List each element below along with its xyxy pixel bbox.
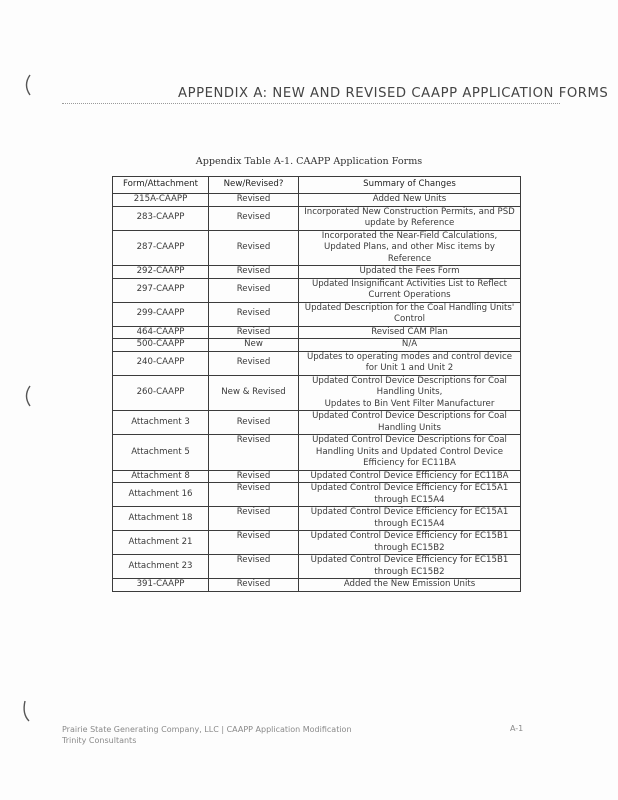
table-row <box>113 579 521 592</box>
summary-line: Reference <box>387 253 432 264</box>
summary-line: Added New Units <box>372 194 447 204</box>
cell-status: Revised <box>209 411 299 435</box>
cell-status: Revised <box>209 302 299 326</box>
cell-form: 299-CAAPP <box>113 302 209 326</box>
cell-summary <box>299 351 521 375</box>
table-row <box>113 339 521 352</box>
summary-line: through EC15B2 <box>374 542 445 553</box>
summary-line: N/A <box>401 339 418 349</box>
summary-line: Updates to Bin Vent Filter Manufacturer <box>324 398 495 409</box>
summary-line: through EC15B2 <box>374 566 445 577</box>
summary-line: Incorporated New Construction Permits, and PSD <box>304 206 515 217</box>
cell-status: Revised <box>209 230 299 266</box>
binder-hole-mark-top <box>22 74 32 96</box>
cell-form: 391-CAAPP <box>113 579 209 592</box>
table-header-row <box>113 177 521 194</box>
footer-company-line: Prairie State Generating Company, LLC | CAAPP Application Modification <box>62 725 352 734</box>
cell-form: 260-CAAPP <box>113 375 209 411</box>
table-body <box>113 194 521 592</box>
cell-summary <box>299 194 521 207</box>
table-row <box>113 278 521 302</box>
cell-form: 283-CAAPP <box>113 206 209 230</box>
summary-line: Updated Plans, and other Misc items by <box>324 242 495 252</box>
cell-form: 287-CAAPP <box>113 230 209 266</box>
table-row <box>113 555 521 579</box>
cell-form: Attachment 23 <box>113 555 209 579</box>
column-header-summary: Summary of Changes <box>299 177 521 194</box>
table-row <box>113 411 521 435</box>
table-row <box>113 470 521 483</box>
cell-form: Attachment 16 <box>113 483 209 507</box>
summary-line: Revised CAM Plan <box>371 326 448 337</box>
summary-line: Handling Units and Updated Control Device <box>315 446 504 457</box>
footer-consultant-line: Trinity Consultants <box>62 736 137 745</box>
summary-line: Updates to operating modes and control device <box>306 351 513 362</box>
table-row <box>113 507 521 531</box>
cell-form: Attachment 18 <box>113 507 209 531</box>
summary-line: for Unit 1 and Unit 2 <box>365 363 454 373</box>
cell-summary <box>299 339 521 352</box>
cell-summary <box>299 531 521 555</box>
column-header-form: Form/Attachment <box>113 177 209 194</box>
summary-line: Updated Control Device Efficiency for EC15B1 <box>310 531 509 541</box>
summary-line: Updated Control Device Efficiency for EC15A1 <box>310 483 509 493</box>
cell-form: 297-CAAPP <box>113 278 209 302</box>
cell-form: Attachment 8 <box>113 470 209 483</box>
table-row <box>113 302 521 326</box>
summary-line: Current Operations <box>368 290 451 300</box>
cell-status: Revised <box>209 206 299 230</box>
cell-form: 292-CAAPP <box>113 266 209 279</box>
summary-line: Updated Control Device Efficiency for EC11BA <box>310 470 509 481</box>
summary-line: through EC15A4 <box>374 494 445 505</box>
caapp-forms-table <box>112 176 521 592</box>
footer-left <box>62 724 352 746</box>
cell-summary <box>299 579 521 592</box>
cell-summary <box>299 302 521 326</box>
cell-form: 464-CAAPP <box>113 326 209 339</box>
header-divider <box>62 103 560 104</box>
table-row <box>113 351 521 375</box>
cell-status: Revised <box>209 278 299 302</box>
cell-form: Attachment 21 <box>113 531 209 555</box>
summary-line: Updated Control Device Descriptions for Coal <box>312 435 507 445</box>
table-row <box>113 266 521 279</box>
summary-line: Updated Control Device Descriptions for Coal <box>312 375 507 386</box>
summary-line: Added the New Emission Units <box>343 579 476 589</box>
summary-line: Handling Units, <box>376 387 443 397</box>
cell-status: Revised <box>209 579 299 592</box>
table-row <box>113 230 521 266</box>
cell-summary <box>299 230 521 266</box>
cell-status: Revised <box>209 470 299 483</box>
table-caption: Appendix Table A-1. CAAPP Application Forms <box>195 156 423 167</box>
summary-line: Efficiency for EC11BA <box>363 458 456 468</box>
cell-status: Revised <box>209 507 299 531</box>
summary-line: Updated Description for the Coal Handling Units' <box>304 302 515 313</box>
column-header-status: New/Revised? <box>209 177 299 194</box>
table-row <box>113 194 521 207</box>
appendix-title: APPENDIX A: NEW AND REVISED CAAPP APPLICATION FORMS <box>178 86 609 101</box>
summary-line: Updated the Fees Form <box>359 266 460 276</box>
cell-summary <box>299 206 521 230</box>
summary-line: update by Reference <box>364 218 455 228</box>
table-row <box>113 531 521 555</box>
table-row <box>113 483 521 507</box>
cell-summary <box>299 411 521 435</box>
cell-summary <box>299 483 521 507</box>
table-row <box>113 375 521 411</box>
cell-summary <box>299 326 521 339</box>
summary-line: Updated Control Device Efficiency for EC15A1 <box>310 507 509 517</box>
cell-summary <box>299 278 521 302</box>
cell-status: Revised <box>209 351 299 375</box>
cell-form: Attachment 5 <box>113 435 209 471</box>
summary-line: Handling Units <box>377 422 441 433</box>
cell-status: Revised <box>209 483 299 507</box>
cell-status: Revised <box>209 555 299 579</box>
table-row <box>113 326 521 339</box>
cell-form: Attachment 3 <box>113 411 209 435</box>
table-row <box>113 435 521 471</box>
binder-hole-mark-middle <box>22 385 32 407</box>
summary-line: Control <box>393 314 426 324</box>
cell-status: Revised <box>209 531 299 555</box>
cell-form: 500-CAAPP <box>113 339 209 352</box>
binder-hole-mark-bottom <box>20 700 30 722</box>
cell-summary <box>299 435 521 471</box>
cell-status: New <box>209 339 299 352</box>
cell-summary <box>299 507 521 531</box>
cell-status: Revised <box>209 194 299 207</box>
cell-status: New & Revised <box>209 375 299 411</box>
cell-form: 240-CAAPP <box>113 351 209 375</box>
cell-status: Revised <box>209 326 299 339</box>
cell-summary <box>299 266 521 279</box>
cell-form: 215A-CAAPP <box>113 194 209 207</box>
cell-status: Revised <box>209 435 299 471</box>
summary-line: Updated Insignificant Activities List to Reflect <box>311 278 508 289</box>
table-row <box>113 206 521 230</box>
summary-line: Incorporated the Near-Field Calculations, <box>321 230 498 241</box>
cell-summary <box>299 470 521 483</box>
summary-line: Updated Control Device Descriptions for Coal <box>312 411 507 421</box>
page-number: A-1 <box>510 724 524 733</box>
summary-line: through EC15A4 <box>374 518 445 529</box>
cell-status: Revised <box>209 266 299 279</box>
cell-summary <box>299 375 521 411</box>
summary-line: Updated Control Device Efficiency for EC15B1 <box>310 555 509 565</box>
cell-summary <box>299 555 521 579</box>
